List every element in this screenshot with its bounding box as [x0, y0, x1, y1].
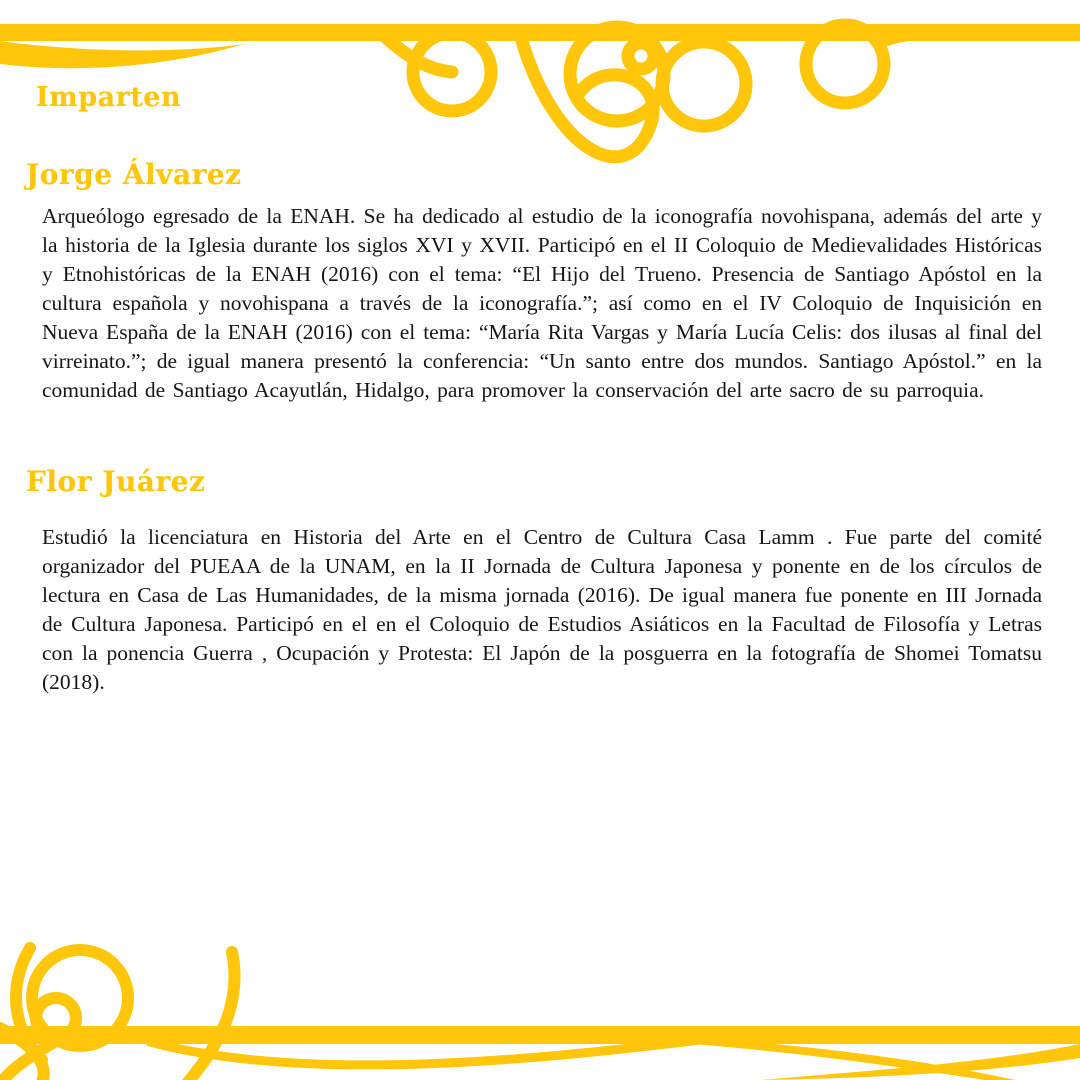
bottom-flourish-swirl-ornament [0, 930, 1080, 1080]
page-title: Imparten [36, 82, 182, 113]
speaker-bio: Estudió la licenciatura en Historia del Arte en el Centro de Cultura Casa Lamm . Fue parte del comité organizador del PUEAA de la UNAM, en la II Jornada de Cultura Japonesa y ponente en de los círculos de lectura en Casa de Las Humanidades, de la misma jornada (2016). De igual manera fue ponente en III Jornada de Cultura Japonesa. Participó en el en el Coloquio de Estudios Asiáticos en la Facultad de Filosofía y Letras con la ponencia Guerra , Ocupación y Protesta: El Japón de la posguerra en la fotografía de Shomei Tomatsu (2018). [42, 525, 1042, 694]
content-area [26, 82, 1042, 697]
speaker-name: Jorge Álvarez [26, 158, 242, 191]
speaker-section-flor-juarez [26, 465, 1042, 697]
top-left-wave [0, 41, 244, 68]
bottom-left-curl [0, 948, 235, 1080]
speaker-bio: Arqueólogo egresado de la ENAH. Se ha dedicado al estudio de la iconografía novohispana, además del arte y la historia de la Iglesia durante los siglos XVI y XVII. Participó en el II Coloquio de Medievalidades Históricas y Etnohistóricas de la ENAH (2016) con el tema: “El Hijo del Trueno. Presencia de Santiago Apóstol en la cultura española y novohispana a través de la iconografía.”; así como en el IV Coloquio de Inquisición en Nueva España de la ENAH (2016) con el tema: “María Rita Vargas y María Lucía Celis: dos ilusas al final del virreinato.”; de igual manera presentó la conferencia: “Un santo entre dos mundos. Santiago Apóstol.” en la comunidad de Santiago Acayutlán, Hidalgo, para promover la conservación del arte sacro de su parroquia. [42, 204, 1042, 402]
speaker-section-jorge-alvarez [26, 158, 1042, 405]
speaker-name: Flor Juárez [26, 465, 206, 498]
